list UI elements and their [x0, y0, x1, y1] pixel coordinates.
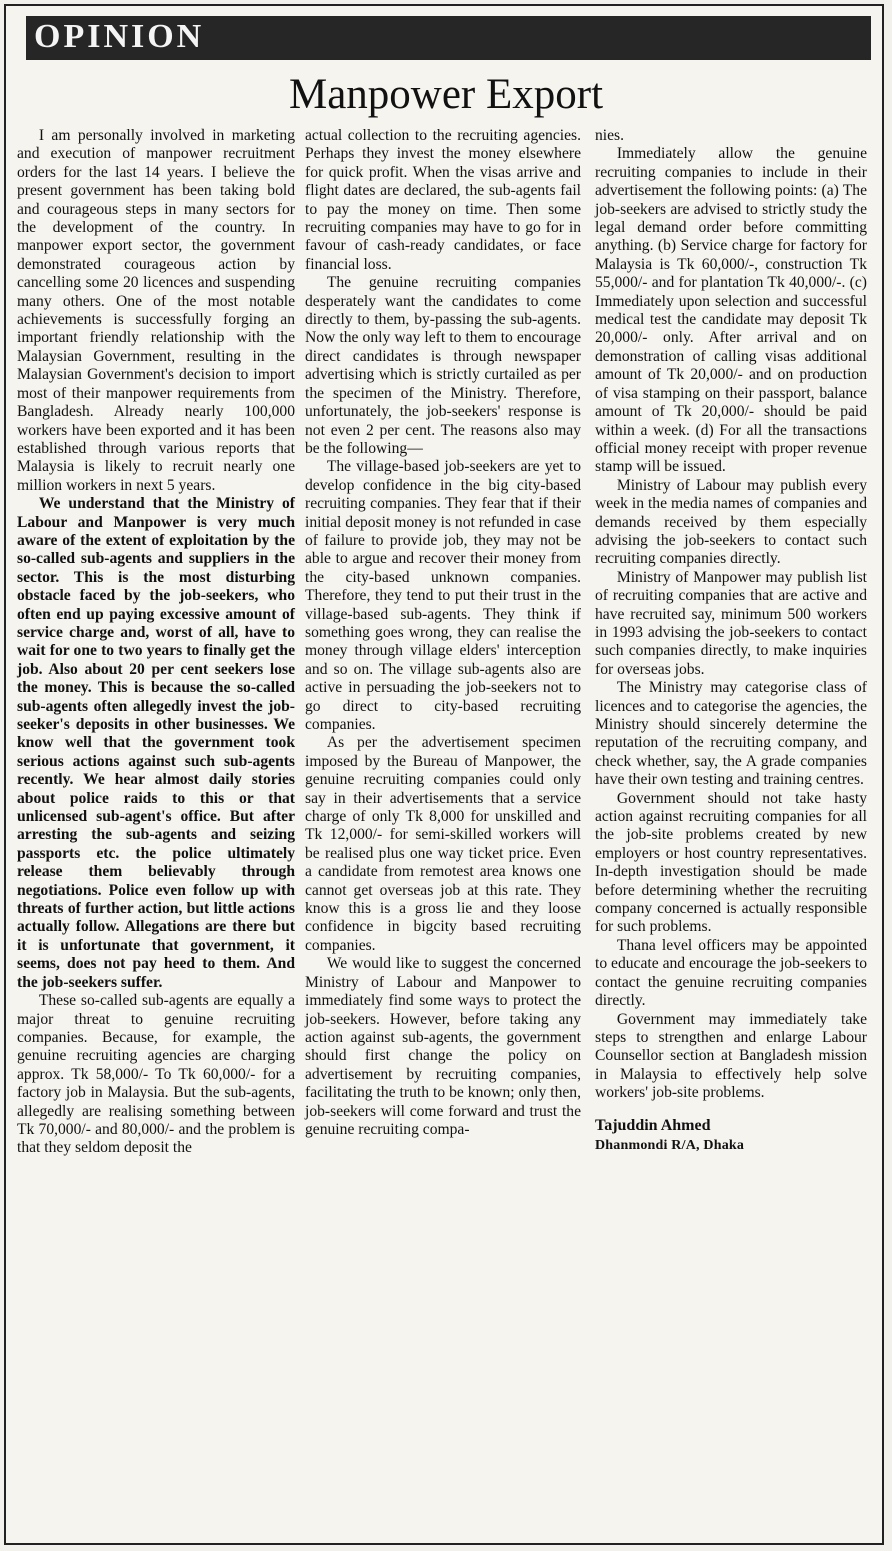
- column-2: [305, 127, 581, 1139]
- headline: Manpower Export: [288, 71, 604, 118]
- author-name: Tajuddin Ahmed: [595, 1116, 711, 1134]
- paragraph: We would like to suggest the concerned Ministry of Labour and Manpower to immediately find some ways to protect the job-seekers. However, before taking any action against sub-agents, the government should first change the policy on advertisement by recruiting companies, facilitating the truth to be known; only then, job-seekers will come forward and trust the genuine recruiting compa-: [305, 955, 581, 1138]
- author-location: Dhanmondi R/A, Dhaka: [595, 1137, 745, 1153]
- paragraph: As per the advertisement specimen imposed by the Bureau of Manpower, the genuine recruiting companies could only say in their advertisements that a service charge of only Tk 8,000 for unskilled and Tk 12,000/- for semi-skilled workers will be realised plus one way ticket price. Even a candidate from remotest area knows one cannot get overseas job at this rate. They know this is a gross lie and they loose confidence in bigcity based recruiting companies.: [305, 734, 581, 954]
- paragraph: Thana level officers may be appointed to educate and encourage the job-seekers to contact the genuine recruiting companies directly.: [595, 936, 867, 1010]
- column-3: [595, 127, 867, 1155]
- paragraph: Ministry of Labour may publish every week in the media names of companies and demands received by them especially advising the job-seekers to contact such recruiting companies directly.: [595, 476, 867, 568]
- paragraph: The genuine recruiting companies desperately want the candidates to come directly to them, by-passing the sub-agents. Now the only way left to them to encourage direct candidates is through newspaper advertising which is strictly curtailed as per the specimen of the Ministry. Therefore, unfortunately, the job-seekers' response is not even 2 per cent. The reasons also may be the following—: [305, 274, 581, 457]
- paragraph: Ministry of Manpower may publish list of recruiting companies that are active and have recruited say, minimum 500 workers in 1993 advising the job-seekers to contact such companies directly, to make inquiries for overseas jobs.: [595, 568, 867, 678]
- paragraph: I am personally involved in marketing and execution of manpower recruitment orders for the last 14 years. I believe the present government has been taking bold and courageous steps in many sectors for the development of the country. In manpower export sector, the government demonstrated courageous action by cancelling some 20 licences and suspending many others. One of the most notable achievements is successfully forging an important friendly relationship with the Malaysian Government, resulting in the Malaysian Government's decision to import most of their manpower requirements from Bangladesh. Already nearly 100,000 workers have been exported and it has been established through various reports that Malaysia is likely to recruit nearly one million workers in next 5 years.: [17, 127, 295, 494]
- section-label: OPINION: [34, 18, 205, 55]
- paragraph: Government may immediately take steps to strengthen and enlarge Labour Counsellor section at Bangladesh mission in Malaysia to effectively help solve workers' job-site problems.: [595, 1010, 867, 1102]
- paragraph: Immediately allow the genuine recruiting companies to include in their advertisement the following points: (a) The job-seekers are advised to strictly study the legal demand order before committing anything. (b) Service charge for factory for Malaysia is Tk 60,000/-, construction Tk 55,000/- and for plantation Tk 40,000/-. (c) Immediately upon selection and successful medical test the candidate may deposit Tk 20,000/- only. After arrival and on demonstration of calling visas additional amount of Tk 20,000/- and on production of visa stamping on their passport, balance amount of Tk 20,000/- should be paid within a week. (d) For all the transactions official money receipt with proper revenue stamp will be issued.: [595, 145, 867, 476]
- paragraph: We understand that the Ministry of Labour and Manpower is very much aware of the extent of exploitation by the so-called sub-agents and suppliers in the sector. This is the most disturbing obstacle faced by the job-seekers, who often end up paying excessive amount of service charge and, worst of all, have to wait for one to two years to finally get the job. Also about 20 per cent seekers lose the money. This is because the so-called sub-agents often allegedly invest the job-seeker's deposits in other businesses. We know well that the government took serious actions against such sub-agents recently. We hear almost daily stories about police raids to this or that unlicensed sub-agent's office. But after arresting the sub-agents and seizing passports etc. the police ultimately release them believably through negotiations. Police even follow up with threats of further action, but little actions actually follow. Allegations are there but it is unfortunate that government, it seems, does not pay heed to them. And the job-seekers suffer.: [17, 495, 295, 991]
- paragraph: Government should not take hasty action against recruiting companies for all the job-site problems created by new employers or host country representatives. In-depth investigation should be made before determining whether the recruiting company concerned is actually responsible for such problems.: [595, 789, 867, 936]
- paragraph: actual collection to the recruiting agencies. Perhaps they invest the money elsewhere for quick profit. When the visas arrive and flight dates are declared, the sub-agents fail to pay the money on time. Then some recruiting companies may have to go for in favour of cash-ready candidates, or face financial loss.: [305, 127, 581, 273]
- paragraph: These so-called sub-agents are equally a major threat to genuine recruiting companies. Because, for example, the genuine recruiting agencies are charging approx. Tk 58,000/- To Tk 60,000/- for a factory job in Malaysia. But the sub-agents, allegedly are realising something between Tk 70,000/- and 80,000/- and the problem is that they seldom deposit the: [17, 992, 295, 1157]
- signature-block: [595, 1117, 867, 1156]
- paragraph: The Ministry may categorise class of licences and to categorise the agencies, the Ministry should sincerely determine the reputation of the recruiting company, and check whether, say, the A grade companies have their own testing and training centres.: [595, 679, 867, 789]
- article-body: [0, 127, 892, 1537]
- paragraph: nies.: [595, 127, 625, 144]
- column-1: [17, 127, 295, 1158]
- paragraph: The village-based job-seekers are yet to develop confidence in the big city-based recruiting companies. They fear that if their initial deposit money is not refunded in case of failure to provide job, they may not be able to argue and recover their money from the city-based unknown companies. Therefore, they tend to put their trust in the village-based sub-agents. They think if something goes wrong, they can realise the money through village elders' interception and so on. The village sub-agents also are active in persuading the job-seekers not to go direct to city-based recruiting companies.: [305, 458, 581, 733]
- section-banner: [26, 16, 871, 60]
